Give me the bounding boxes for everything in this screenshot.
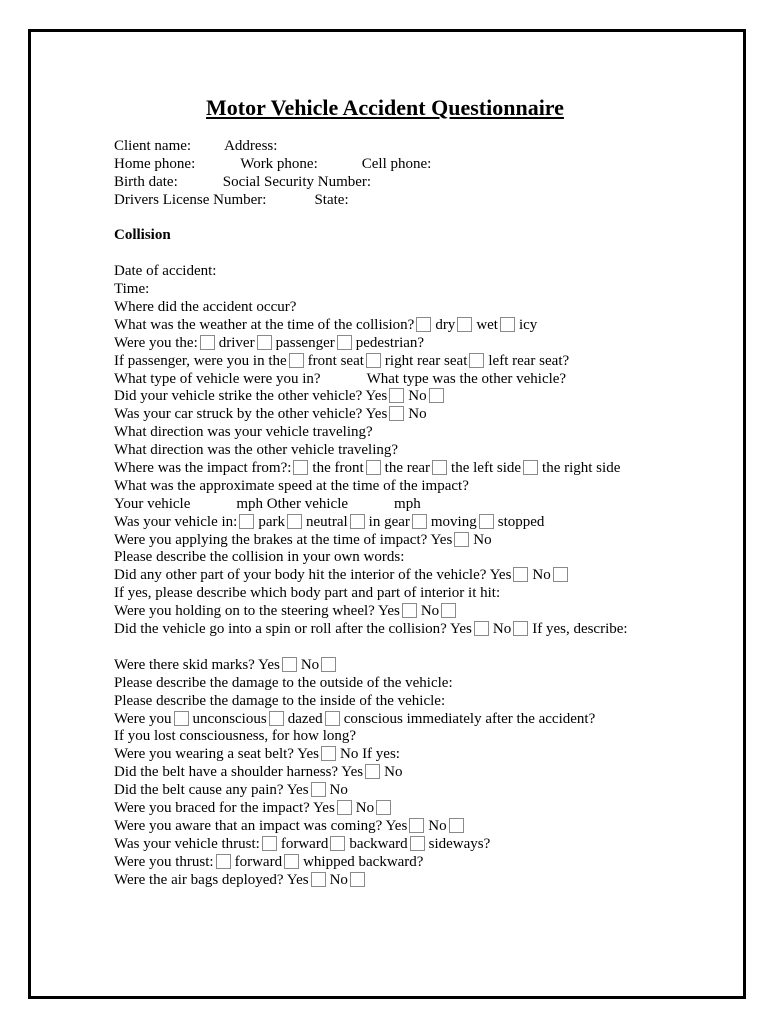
vehicle-thrust-question: Was your vehicle thrust: <box>114 835 260 852</box>
seatbelt-yes-checkbox[interactable] <box>321 746 336 761</box>
role-row <box>114 335 734 353</box>
body-hit-row <box>114 567 734 585</box>
you-thrust-row <box>114 854 734 872</box>
spin-question: Did the vehicle go into a spin or roll after the collision? Yes <box>114 621 472 638</box>
strike-yes-checkbox[interactable] <box>389 388 404 403</box>
weather-question: What was the weather at the time of the collision? <box>114 316 415 333</box>
pain-question: Did the belt cause any pain? Yes <box>114 782 309 799</box>
work-phone-label: Work phone: <box>240 155 318 172</box>
skid-question: Were there skid marks? Yes <box>114 656 280 673</box>
you-thrust-question: Were you thrust: <box>114 853 214 870</box>
wet-checkbox[interactable] <box>457 317 472 332</box>
pain-no-label: No <box>329 782 348 799</box>
steering-no-checkbox[interactable] <box>441 603 456 618</box>
describe-collision: Please describe the collision in your own words: <box>114 549 405 566</box>
time-of-accident: Time: <box>114 281 150 298</box>
front-seat-label: front seat <box>307 352 364 369</box>
dry-label: dry <box>435 316 456 333</box>
stopped-checkbox[interactable] <box>479 514 494 529</box>
seat-question: If passenger, were you in the <box>114 352 287 369</box>
icy-checkbox[interactable] <box>500 317 515 332</box>
direction-other: What direction was the other vehicle traveling? <box>114 442 399 459</box>
you-whipped-checkbox[interactable] <box>284 854 299 869</box>
body-hit-no-label: No <box>532 567 551 584</box>
struck-row <box>114 406 734 424</box>
aware-question: Were you aware that an impact was coming? Yes <box>114 817 408 834</box>
strike-row <box>114 388 734 406</box>
strike-question: Did your vehicle strike the other vehicle? Yes <box>114 388 388 405</box>
spin-row <box>114 621 734 639</box>
impact-row <box>114 460 734 478</box>
right-side-checkbox[interactable] <box>523 460 538 475</box>
passenger-label: passenger <box>275 334 335 351</box>
other-type-question: What type was the other vehicle? <box>366 370 567 387</box>
aware-yes-checkbox[interactable] <box>409 818 424 833</box>
right-side-label: the right side <box>542 460 621 477</box>
brakes-yes-checkbox[interactable] <box>454 532 469 547</box>
braced-yes-checkbox[interactable] <box>337 800 352 815</box>
left-side-checkbox[interactable] <box>432 460 447 475</box>
speed-question: What was the approximate speed at the time of the impact? <box>114 477 469 494</box>
seat-row <box>114 353 734 371</box>
dry-checkbox[interactable] <box>416 317 431 332</box>
right-rear-label: right rear seat <box>384 352 468 369</box>
strike-no-checkbox[interactable] <box>429 388 444 403</box>
date-of-accident: Date of accident: <box>114 263 217 280</box>
in-gear-label: in gear <box>368 513 410 530</box>
seatbelt-no-label: No If yes: <box>339 746 400 763</box>
shoulder-question: Did the belt have a shoulder harness? Yes <box>114 764 364 781</box>
role-question: Were you the: <box>114 334 198 351</box>
spin-yes-checkbox[interactable] <box>474 621 489 636</box>
dazed-label: dazed <box>287 710 323 727</box>
brakes-row <box>114 532 734 550</box>
you-forward-checkbox[interactable] <box>216 854 231 869</box>
spin-no-checkbox[interactable] <box>513 621 528 636</box>
accident-location: Where did the accident occur? <box>114 299 297 316</box>
steering-yes-checkbox[interactable] <box>402 603 417 618</box>
braced-no-label: No <box>355 799 375 816</box>
front-checkbox[interactable] <box>293 460 308 475</box>
other-vehicle-label: mph Other vehicle <box>236 495 349 512</box>
moving-checkbox[interactable] <box>412 514 427 529</box>
spin-describe-label: If yes, describe: <box>532 621 628 638</box>
client-row-3 <box>114 174 734 192</box>
damage-outside: Please describe the damage to the outside of the vehicle: <box>114 674 453 691</box>
front-seat-checkbox[interactable] <box>289 353 304 368</box>
brakes-no-label: No <box>473 531 492 548</box>
airbags-row <box>114 872 734 890</box>
unconscious-checkbox[interactable] <box>174 711 189 726</box>
struck-question: Was your car struck by the other vehicle? Yes <box>114 406 388 423</box>
client-row-1 <box>114 138 734 156</box>
front-label: the front <box>312 460 364 477</box>
body-part-question: If yes, please describe which body part and part of interior it hit: <box>114 585 501 602</box>
driver-label: driver <box>218 334 255 351</box>
aware-row <box>114 818 734 836</box>
thrust-forward-label: forward <box>280 835 329 852</box>
vehicle-type-question: What type of vehicle were you in? <box>114 370 321 387</box>
conscious-label: conscious immediately after the accident? <box>343 710 596 727</box>
thrust-sideways-label: sideways? <box>428 835 491 852</box>
direction-yours: What direction was your vehicle traveling? <box>114 424 373 441</box>
birth-date-label: Birth date: <box>114 173 178 190</box>
airbags-no-label: No <box>329 871 348 888</box>
left-rear-checkbox[interactable] <box>469 353 484 368</box>
damage-inside: Please describe the damage to the inside of the vehicle: <box>114 692 446 709</box>
pedestrian-label: pedestrian? <box>355 334 425 351</box>
struck-yes-checkbox[interactable] <box>389 406 404 421</box>
thrust-backward-label: backward <box>349 835 408 852</box>
thrust-forward-checkbox[interactable] <box>262 836 277 851</box>
client-row-4 <box>114 192 734 210</box>
skid-row <box>114 657 734 675</box>
home-phone-label: Home phone: <box>114 155 196 172</box>
struck-no-label: No <box>408 406 427 423</box>
aware-no-checkbox[interactable] <box>449 818 464 833</box>
you-whipped-label: whipped backward? <box>303 853 424 870</box>
you-forward-label: forward <box>234 853 283 870</box>
body-hit-yes-checkbox[interactable] <box>513 567 528 582</box>
braced-row <box>114 800 734 818</box>
seatbelt-question: Were you wearing a seat belt? Yes <box>114 746 319 763</box>
airbags-yes-checkbox[interactable] <box>311 872 326 887</box>
consciousness-question: Were you <box>114 710 172 727</box>
page-title: Motor Vehicle Accident Questionnaire <box>206 95 564 120</box>
state-label: State: <box>314 191 349 208</box>
left-rear-label: left rear seat? <box>488 352 570 369</box>
strike-no-label: No <box>408 388 427 405</box>
body-hit-no-checkbox[interactable] <box>553 567 568 582</box>
pedestrian-checkbox[interactable] <box>337 335 352 350</box>
airbags-question: Were the air bags deployed? Yes <box>114 871 309 888</box>
thrust-sideways-checkbox[interactable] <box>410 836 425 851</box>
left-side-label: the left side <box>451 460 522 477</box>
license-label: Drivers License Number: <box>114 191 267 208</box>
unconscious-label: unconscious <box>192 710 267 727</box>
shoulder-yes-checkbox[interactable] <box>365 764 380 779</box>
steering-no-label: No <box>420 603 440 620</box>
thrust-backward-checkbox[interactable] <box>330 836 345 851</box>
braced-no-checkbox[interactable] <box>376 800 391 815</box>
impact-question: Where was the impact from?: <box>114 460 292 477</box>
client-row-2 <box>114 156 734 174</box>
questionnaire-body <box>114 138 734 889</box>
ssn-label: Social Security Number: <box>222 173 372 190</box>
in-gear-checkbox[interactable] <box>350 514 365 529</box>
speed-row <box>114 496 734 514</box>
vehicle-thrust-row <box>114 836 734 854</box>
skid-yes-checkbox[interactable] <box>282 657 297 672</box>
rear-checkbox[interactable] <box>366 460 381 475</box>
your-vehicle-label: Your vehicle <box>114 495 191 512</box>
consciousness-row <box>114 711 734 729</box>
shoulder-no-label: No <box>384 764 403 781</box>
weather-row <box>114 317 734 335</box>
skid-no-checkbox[interactable] <box>321 657 336 672</box>
icy-label: icy <box>518 316 538 333</box>
neutral-checkbox[interactable] <box>287 514 302 529</box>
stopped-label: stopped <box>497 513 545 530</box>
pain-row <box>114 782 734 800</box>
right-rear-checkbox[interactable] <box>366 353 381 368</box>
address-label: Address: <box>224 138 278 154</box>
lost-consciousness: If you lost consciousness, for how long? <box>114 728 357 745</box>
braced-question: Were you braced for the impact? Yes <box>114 799 335 816</box>
skid-no-label: No <box>300 656 320 673</box>
seatbelt-row <box>114 746 734 764</box>
moving-label: moving <box>430 513 477 530</box>
gear-row <box>114 514 734 532</box>
pain-yes-checkbox[interactable] <box>311 782 326 797</box>
dazed-checkbox[interactable] <box>269 711 284 726</box>
spin-no-label: No <box>492 621 512 638</box>
park-label: park <box>258 513 285 530</box>
airbags-no-checkbox[interactable] <box>350 872 365 887</box>
steering-question: Were you holding on to the steering wheel? Yes <box>114 603 400 620</box>
neutral-label: neutral <box>306 513 348 530</box>
body-hit-question: Did any other part of your body hit the interior of the vehicle? Yes <box>114 567 512 584</box>
gear-question: Was your vehicle in: <box>114 513 238 530</box>
cell-phone-label: Cell phone: <box>361 155 432 172</box>
driver-checkbox[interactable] <box>200 335 215 350</box>
park-checkbox[interactable] <box>239 514 254 529</box>
wet-label: wet <box>476 316 498 333</box>
conscious-checkbox[interactable] <box>325 711 340 726</box>
passenger-checkbox[interactable] <box>257 335 272 350</box>
rear-label: the rear <box>384 460 431 477</box>
vehicle-type-row <box>114 371 734 389</box>
client-name-label: Client name: <box>114 138 192 154</box>
brakes-question: Were you applying the brakes at the time of impact? Yes <box>114 531 453 548</box>
collision-heading: Collision <box>114 227 171 244</box>
steering-row <box>114 603 734 621</box>
shoulder-row <box>114 764 734 782</box>
mph-label: mph <box>394 495 421 512</box>
aware-no-label: No <box>428 817 447 834</box>
